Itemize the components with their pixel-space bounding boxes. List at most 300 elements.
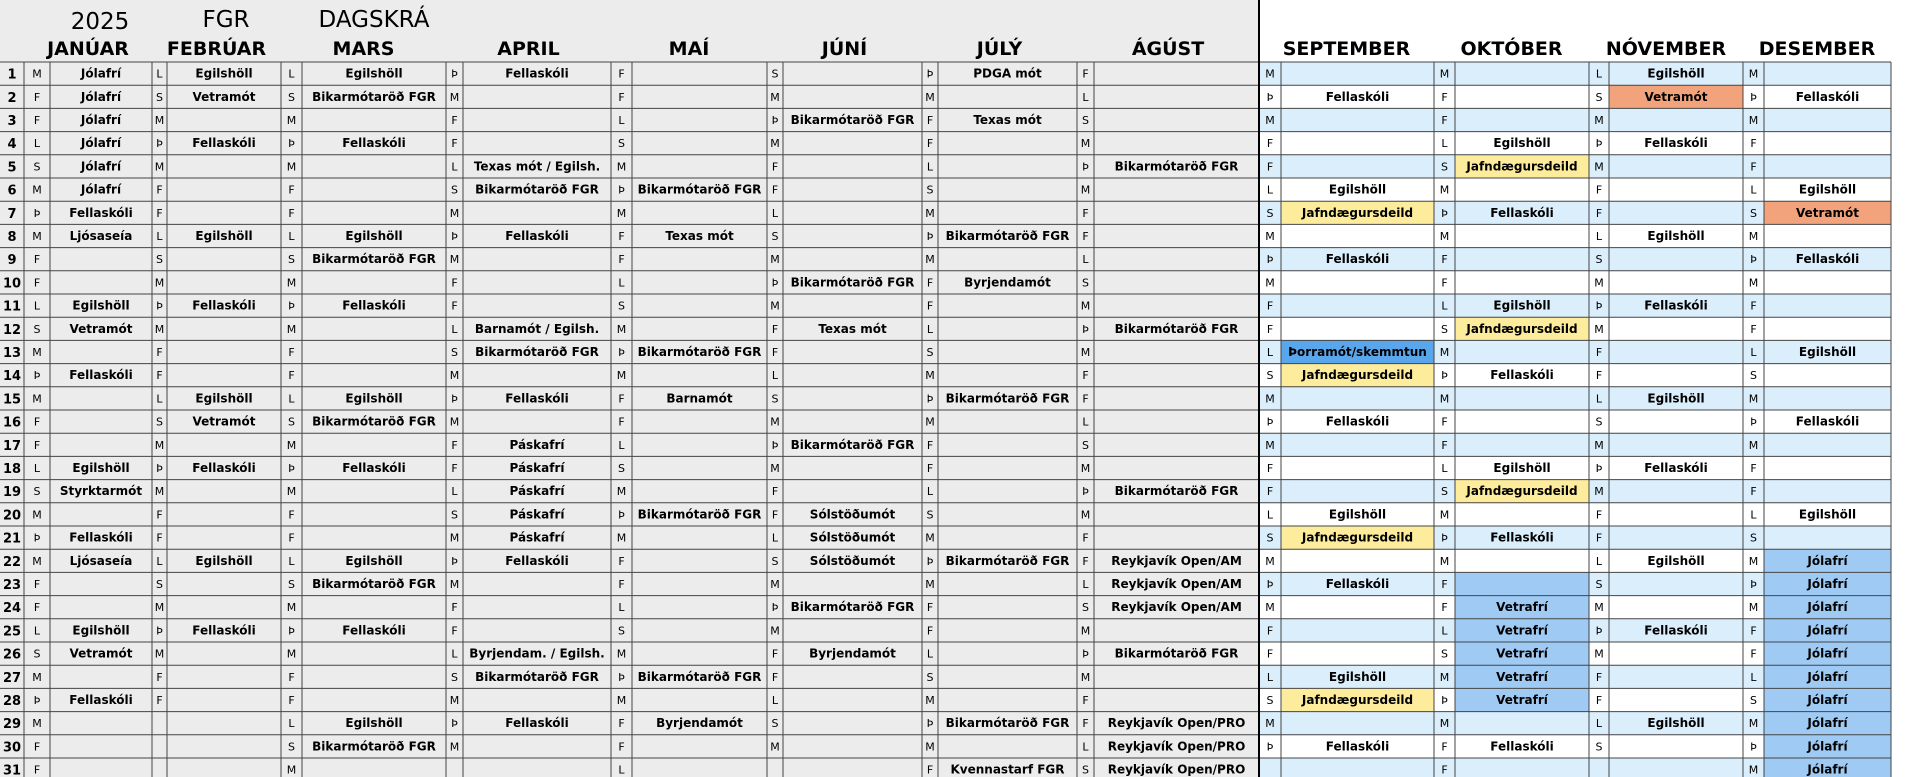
day-letter: L	[1441, 624, 1448, 638]
day-letter: M	[1594, 114, 1604, 127]
day-letter: M	[286, 647, 297, 661]
day-letter: S	[926, 670, 934, 684]
day-letter: S	[1441, 647, 1448, 661]
event-label: Vetramót	[192, 89, 256, 104]
event-label: Jólafrí	[80, 66, 122, 81]
row-number: 27	[2, 670, 22, 686]
day-letter: F	[926, 137, 934, 151]
day-letter: Þ	[1266, 90, 1274, 104]
event-label: Jólafrí	[1807, 623, 1848, 638]
day-letter: Þ	[33, 694, 41, 707]
day-letter: Þ	[1082, 160, 1089, 174]
day-letter: F	[1441, 601, 1448, 615]
month-header: OKTÓBER	[1460, 38, 1563, 60]
day-letter: L	[1750, 183, 1757, 197]
day-letter: F	[288, 346, 295, 359]
row-number: 31	[2, 763, 22, 777]
day-letter: S	[926, 183, 934, 197]
event-label: Jólafrí	[1807, 553, 1848, 568]
event-label: Jólafrí	[80, 113, 122, 127]
day-letter: L	[1441, 299, 1448, 313]
day-letter: Þ	[1750, 740, 1757, 754]
day-letter: L	[451, 485, 458, 499]
day-letter: S	[926, 346, 934, 359]
day-letter: S	[618, 137, 625, 151]
event-label: Vetrafrí	[1496, 623, 1548, 638]
event-label: Texas mót	[665, 229, 734, 243]
day-letter: M	[1080, 670, 1091, 684]
day-letter: M	[449, 253, 460, 267]
row-band	[1259, 433, 1891, 456]
day-letter: S	[288, 253, 295, 267]
day-letter: Þ	[156, 624, 163, 638]
event-label: Páskafrí	[509, 507, 565, 522]
month-header: JÚLÝ	[976, 38, 1023, 60]
day-letter: Þ	[771, 438, 779, 452]
day-letter: M	[154, 160, 165, 174]
day-letter: F	[926, 462, 934, 475]
day-letter: M	[770, 578, 780, 591]
day-letter: L	[926, 647, 934, 661]
day-letter: F	[156, 369, 163, 383]
day-letter: F	[451, 276, 458, 290]
day-letter: M	[770, 253, 780, 267]
day-letter: M	[286, 276, 297, 290]
event-label: Vetramót	[192, 414, 256, 429]
event-label: Bikarmótaröð FGR	[790, 113, 915, 127]
day-letter: M	[1594, 322, 1604, 336]
day-letter: Þ	[1082, 485, 1089, 499]
event-label: Styrktarmót	[59, 484, 143, 499]
day-letter: F	[618, 717, 625, 731]
day-letter: M	[1265, 438, 1275, 452]
day-letter: L	[288, 554, 295, 568]
day-letter: S	[1750, 369, 1757, 383]
day-letter: Þ	[926, 67, 934, 81]
day-letter: L	[451, 160, 458, 174]
event-label: Bikarmótaröð FGR	[312, 252, 436, 267]
event-label: Jafndægursdeild	[1301, 205, 1414, 220]
day-letter: M	[1439, 346, 1450, 359]
day-letter: F	[288, 183, 295, 197]
day-letter: S	[1082, 601, 1089, 615]
event-label: Reykjavík Open/AM	[1111, 600, 1242, 615]
day-letter: Þ	[926, 230, 934, 243]
day-letter: S	[1441, 485, 1448, 499]
day-letter: M	[616, 485, 627, 499]
day-letter: M	[1748, 67, 1759, 81]
day-letter: F	[33, 276, 41, 290]
day-letter: S	[1441, 160, 1448, 174]
event-label: Egilshöll	[345, 391, 403, 406]
event-label: Vetramót	[1644, 89, 1708, 104]
day-letter: S	[771, 554, 779, 568]
event-label: Jafndægursdeild	[1466, 159, 1578, 174]
event-label: Jafndægursdeild	[1301, 693, 1414, 707]
event-label: Bikarmótaröð FGR	[475, 669, 599, 684]
day-letter: F	[618, 90, 625, 104]
day-letter: M	[1080, 183, 1091, 197]
day-letter: M	[154, 601, 165, 615]
day-letter: M	[1265, 392, 1275, 406]
day-letter: F	[618, 67, 625, 81]
event-label: Fellaskóli	[192, 136, 256, 151]
day-letter: F	[1595, 369, 1603, 383]
day-letter: F	[1266, 462, 1274, 475]
event-label: Fellaskóli	[505, 229, 569, 243]
event-label: Barnamót / Egilsh.	[474, 321, 600, 336]
day-letter: F	[451, 624, 458, 638]
day-letter: M	[770, 415, 780, 429]
event-label: Jólafrí	[1807, 739, 1848, 754]
day-letter: Þ	[1082, 647, 1089, 661]
day-letter: F	[288, 508, 295, 522]
day-letter: Þ	[926, 717, 934, 731]
day-letter: L	[1595, 230, 1603, 243]
day-letter: F	[926, 114, 934, 127]
day-letter: M	[770, 740, 780, 754]
day-letter: Þ	[156, 462, 163, 475]
day-letter: M	[616, 369, 627, 383]
day-letter: Þ	[771, 601, 779, 615]
day-letter: L	[1266, 508, 1274, 522]
event-label: Egilshöll	[1798, 507, 1857, 522]
schedule-label: DAGSKRÁ	[318, 7, 430, 33]
event-label: Egilshöll	[345, 716, 403, 731]
day-letter: S	[618, 299, 625, 313]
month-header: MARS	[332, 38, 395, 60]
day-letter: S	[156, 578, 163, 591]
day-letter: S	[1441, 322, 1448, 336]
day-letter: L	[156, 67, 163, 81]
day-letter: M	[286, 114, 297, 127]
day-letter: F	[618, 230, 625, 243]
day-letter: M	[32, 508, 42, 522]
day-letter: F	[618, 253, 625, 267]
event-label: Bikarmótaröð FGR	[945, 391, 1070, 406]
day-letter: F	[771, 508, 779, 522]
day-letter: M	[1080, 462, 1091, 475]
event-label: Bikarmótaröð FGR	[312, 577, 436, 591]
day-letter: S	[1266, 206, 1274, 220]
day-letter: L	[156, 230, 163, 243]
day-letter: Þ	[33, 206, 41, 220]
day-letter: M	[154, 276, 165, 290]
day-letter: S	[1595, 415, 1603, 429]
day-letter: S	[1750, 694, 1757, 707]
row-number: 4	[7, 137, 17, 153]
day-letter: L	[926, 485, 934, 499]
row-number: 18	[2, 462, 22, 477]
day-letter: F	[1441, 763, 1448, 777]
day-letter: L	[33, 462, 41, 475]
day-letter: Þ	[926, 392, 934, 406]
event-label: Bikarmótaröð FGR	[790, 275, 915, 290]
row-band	[1259, 62, 1891, 85]
event-label: Egilshöll	[1493, 298, 1551, 313]
day-letter: F	[926, 601, 934, 615]
day-letter: F	[1441, 114, 1448, 127]
event-label: Fellaskóli	[1490, 739, 1554, 754]
highlight-cell	[1455, 572, 1589, 595]
day-letter: L	[618, 276, 625, 290]
day-letter: F	[1082, 717, 1089, 731]
row-number: 28	[2, 694, 22, 709]
day-letter: F	[1595, 531, 1603, 545]
day-letter: L	[926, 160, 934, 174]
day-letter: F	[1266, 624, 1274, 638]
row-number: 1	[7, 67, 17, 83]
day-letter: L	[156, 392, 163, 406]
event-label: Fellaskóli	[1325, 577, 1390, 591]
day-letter: F	[1266, 647, 1274, 661]
event-label: Jólafrí	[1807, 762, 1848, 777]
event-label: Bikarmótaröð FGR	[637, 507, 762, 522]
event-label: Texas mót	[818, 321, 887, 336]
day-letter: Þ	[1266, 253, 1274, 267]
day-letter: M	[154, 438, 165, 452]
day-letter: M	[1265, 276, 1275, 290]
day-letter: S	[1595, 90, 1603, 104]
day-letter: L	[33, 299, 41, 313]
day-letter: F	[156, 670, 163, 684]
event-label: Fellaskóli	[342, 298, 406, 313]
day-letter: Þ	[1750, 415, 1757, 429]
year-label: 2025	[70, 9, 130, 35]
event-label: Byrjendamót	[964, 275, 1051, 290]
day-letter: M	[1439, 67, 1450, 81]
day-letter: L	[926, 322, 934, 336]
day-letter: Þ	[1750, 578, 1757, 591]
event-label: Bikarmótaröð FGR	[790, 437, 915, 452]
day-letter: M	[449, 531, 460, 545]
event-label: Fellaskóli	[1795, 252, 1860, 267]
row-number: 20	[2, 508, 22, 524]
event-label: Reykjavík Open/AM	[1111, 577, 1242, 591]
day-letter: S	[1595, 253, 1603, 267]
event-label: Jólafrí	[80, 136, 122, 151]
day-letter: F	[1595, 508, 1603, 522]
day-letter: M	[925, 253, 935, 267]
day-letter: M	[32, 346, 42, 359]
day-letter: S	[1266, 531, 1274, 545]
row-number: 7	[7, 206, 17, 222]
day-letter: M	[154, 485, 165, 499]
day-letter: F	[1595, 670, 1603, 684]
day-letter: Þ	[618, 670, 625, 684]
day-letter: Þ	[618, 346, 625, 359]
event-label: Bikarmótaröð FGR	[1114, 484, 1239, 499]
day-letter: F	[618, 415, 625, 429]
event-label: Egilshöll	[1647, 391, 1705, 406]
row-number: 23	[2, 578, 22, 593]
day-letter: M	[449, 90, 460, 104]
day-letter: M	[770, 137, 780, 151]
day-letter: M	[1439, 508, 1450, 522]
event-label: Fellaskóli	[1644, 298, 1708, 313]
event-label: Reykjavík Open/AM	[1111, 553, 1242, 568]
event-label: Fellaskóli	[1795, 414, 1860, 429]
day-letter: S	[451, 508, 458, 522]
day-letter: F	[1750, 299, 1757, 313]
event-label: Bikarmótaröð FGR	[475, 345, 599, 359]
org-label: FGR	[202, 7, 250, 33]
day-letter: Þ	[1595, 299, 1603, 313]
event-label: Fellaskóli	[1325, 414, 1390, 429]
row-number: 15	[2, 392, 22, 408]
event-label: Fellaskóli	[1490, 530, 1554, 545]
day-letter: F	[1750, 624, 1757, 638]
day-letter: F	[1082, 554, 1089, 568]
event-label: Fellaskóli	[342, 136, 406, 151]
event-label: Vetrafrí	[1496, 669, 1548, 684]
day-letter: L	[771, 369, 779, 383]
day-letter: F	[288, 694, 295, 707]
event-label: PDGA mót	[973, 66, 1042, 81]
day-letter: M	[1748, 717, 1759, 731]
day-letter: S	[33, 647, 41, 661]
day-letter: S	[1082, 438, 1089, 452]
day-letter: Þ	[1082, 322, 1089, 336]
day-letter: F	[1750, 137, 1757, 151]
event-label: Jafndægursdeild	[1466, 484, 1578, 499]
event-label: Fellaskóli	[342, 623, 406, 638]
day-letter: M	[449, 206, 460, 220]
day-letter: Þ	[618, 508, 625, 522]
day-letter: Þ	[156, 137, 163, 151]
event-label: Bikarmótaröð FGR	[312, 414, 436, 429]
day-letter: Þ	[1441, 369, 1448, 383]
event-label: Fellaskóli	[1490, 205, 1554, 220]
day-letter: Þ	[451, 717, 458, 731]
day-letter: M	[1439, 183, 1450, 197]
event-label: Jafndægursdeild	[1301, 530, 1414, 545]
day-letter: F	[771, 647, 779, 661]
day-letter: F	[156, 206, 163, 220]
event-label: Þorramót/skemmtun	[1288, 345, 1427, 359]
event-label: Fellaskóli	[192, 623, 256, 638]
row-number: 8	[7, 230, 17, 245]
event-label: Sólstöðumót	[809, 530, 896, 545]
event-label: Texas mót	[973, 113, 1042, 127]
day-letter: S	[451, 670, 458, 684]
day-letter: M	[925, 578, 935, 591]
day-letter: S	[33, 322, 41, 336]
day-letter: M	[1439, 670, 1450, 684]
day-letter: S	[1595, 740, 1603, 754]
day-letter: F	[1441, 438, 1448, 452]
day-letter: M	[1439, 717, 1450, 731]
event-label: Barnamót	[666, 391, 733, 406]
day-letter: Þ	[451, 554, 458, 568]
day-letter: M	[32, 554, 42, 568]
day-letter: L	[451, 322, 458, 336]
day-letter: F	[288, 670, 295, 684]
event-label: Jólafrí	[1807, 716, 1848, 731]
row-band	[1259, 108, 1891, 131]
day-letter: M	[925, 369, 935, 383]
day-letter: M	[1265, 114, 1275, 127]
day-letter: Þ	[33, 531, 41, 545]
day-letter: F	[156, 508, 163, 522]
day-letter: M	[770, 90, 780, 104]
row-number: 16	[2, 415, 22, 431]
event-label: Bikarmótaröð FGR	[1114, 159, 1239, 174]
day-letter: M	[286, 485, 297, 499]
day-letter: F	[451, 462, 458, 475]
event-label: Sólstöðumót	[809, 507, 896, 522]
day-letter: L	[451, 647, 458, 661]
day-letter: F	[1266, 137, 1274, 151]
month-header: FEBRÚAR	[166, 38, 267, 60]
day-letter: M	[1080, 137, 1091, 151]
event-label: Bikarmótaröð FGR	[945, 553, 1070, 568]
day-letter: M	[154, 114, 165, 127]
event-label: Bikarmótaröð FGR	[312, 89, 436, 104]
day-letter: M	[1265, 717, 1275, 731]
event-label: Fellaskóli	[1644, 136, 1708, 151]
day-letter: F	[1266, 322, 1274, 336]
day-letter: F	[1750, 322, 1757, 336]
event-label: Fellaskóli	[505, 553, 569, 568]
event-label: Vetramót	[69, 321, 133, 336]
event-label: Egilshöll	[1493, 461, 1551, 475]
day-letter: F	[1082, 67, 1089, 81]
event-label: Jafndægursdeild	[1466, 321, 1578, 336]
day-letter: F	[926, 276, 934, 290]
day-letter: L	[618, 438, 625, 452]
row-number: 14	[2, 369, 22, 385]
day-letter: F	[1082, 230, 1089, 243]
day-letter: F	[33, 438, 41, 452]
day-letter: S	[156, 90, 163, 104]
row-band	[1259, 294, 1891, 317]
event-label: Egilshöll	[195, 229, 253, 243]
day-letter: L	[1082, 415, 1089, 429]
day-letter: Þ	[1595, 624, 1603, 638]
day-letter: Þ	[771, 276, 779, 290]
day-letter: M	[616, 206, 627, 220]
day-letter: L	[1266, 670, 1274, 684]
day-letter: M	[1748, 601, 1759, 615]
day-letter: F	[33, 114, 41, 127]
event-label: Byrjendamót	[656, 716, 743, 731]
day-letter: M	[1080, 508, 1091, 522]
day-letter: L	[288, 717, 295, 731]
event-label: Egilshöll	[345, 66, 403, 81]
event-label: Reykjavík Open/PRO	[1107, 716, 1246, 731]
day-letter: F	[156, 531, 163, 545]
event-label: Fellaskóli	[1644, 623, 1708, 638]
event-label: Texas mót / Egilsh.	[473, 159, 601, 174]
event-label: Egilshöll	[1798, 345, 1857, 359]
day-letter: S	[451, 346, 458, 359]
row-number: 21	[2, 531, 22, 547]
event-label: Egilshöll	[72, 461, 130, 475]
day-letter: M	[1265, 67, 1275, 81]
event-label: Vetramót	[69, 646, 133, 661]
day-letter: Þ	[1266, 578, 1274, 591]
day-letter: S	[1266, 694, 1274, 707]
row-number: 26	[2, 647, 22, 663]
day-letter: M	[770, 624, 780, 638]
day-letter: L	[288, 392, 295, 406]
day-letter: F	[926, 299, 934, 313]
day-letter: M	[449, 740, 460, 754]
day-letter: F	[1082, 694, 1089, 707]
event-label: Ljósaseía	[69, 229, 133, 243]
event-label: Egilshöll	[1647, 553, 1705, 568]
